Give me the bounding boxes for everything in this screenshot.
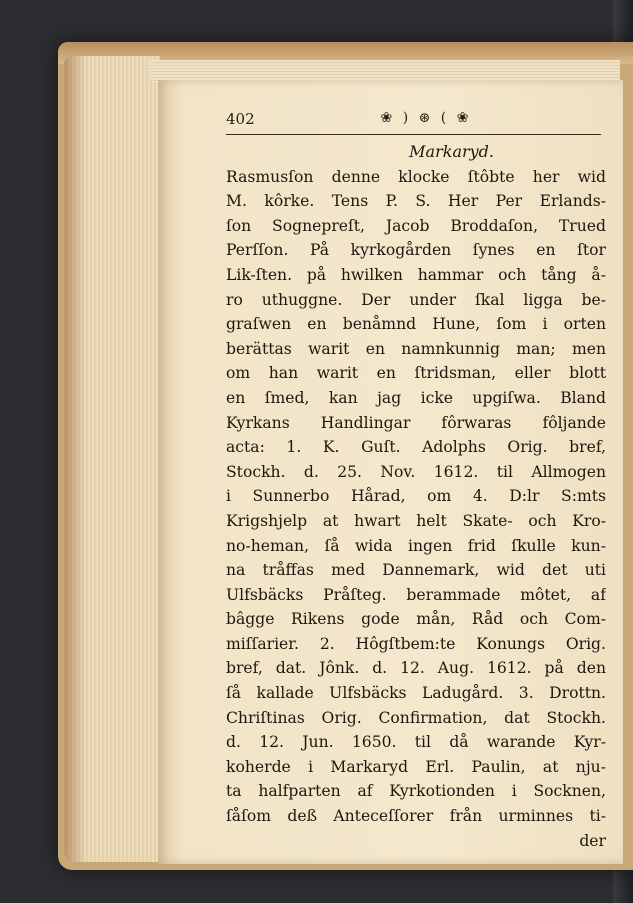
text-line: om han warit en ſtridsman, eller blott [226, 364, 606, 383]
text-line: Chriſtinas Orig. Confirmation, dat Stockh. [226, 708, 606, 727]
header-rule [226, 134, 601, 135]
text-line: koherde i Markaryd Erl. Paulin, at nju- [226, 757, 606, 776]
text-line: berättas warit en namnkunnig man; men [226, 339, 606, 358]
catchword: der [579, 831, 606, 850]
text-line: ta halfparten af Kyrkotionden i Socknen, [226, 782, 606, 801]
text-line: d. 12. Jun. 1650. til då warande Kyr- [226, 733, 606, 752]
header-ornament: ❀ ) ⊛ ( ❀ [380, 110, 472, 126]
page-stack-top [150, 60, 620, 82]
text-line: na tråffas med Dannemark, wid det uti [226, 561, 606, 580]
text-line: bâgge Rikens gode mån, Råd och Com- [226, 610, 606, 629]
text-line: bref, dat. Jônk. d. 12. Aug. 1612. på den [226, 659, 606, 678]
text-line: Kyrkans Handlingar fôrwaras fôljande [226, 413, 606, 432]
text-line: Perſſon. På kyrkogården ſynes en ſtor [226, 241, 606, 260]
text-line: acta: 1. K. Guſt. Adolphs Orig. bref, [226, 438, 606, 457]
page-header [226, 110, 604, 134]
page-number: 402 [226, 110, 255, 128]
section-title: Markaryd. [409, 142, 494, 161]
text-line: miſſarier. 2. Hôgſtbem:te Konungs Orig. [226, 634, 606, 653]
text-line: en ſmed, kan jag icke upgiſwa. Bland [226, 388, 606, 407]
text-line: Stockh. d. 25. Nov. 1612. til Allmogen [226, 462, 606, 481]
text-line: i Sunnerbo Hårad, om 4. D:lr S:mts [226, 487, 606, 506]
text-line: Krigshjelp at hwart helt Skate- och Kro- [226, 511, 606, 530]
text-line: no-heman, ſå wida ingen frid ſkulle kun- [226, 536, 606, 555]
text-line: graſwen en benåmnd Hune, ſom i orten [226, 315, 606, 334]
page-text [226, 140, 606, 853]
text-line: Lik-ſten. på hwilken hammar och tång å- [226, 265, 606, 284]
text-line: ro uthuggne. Der under ſkal ligga be- [226, 290, 606, 309]
text-line: ſåſom deß Anteceſſorer från urminnes ti- [226, 807, 606, 826]
text-line: Rasmusſon denne klocke ſtôbte her wid [226, 167, 606, 186]
text-line: Ulfsbäcks Pråſteg. berammade môtet, af [226, 585, 606, 604]
text-line: ſå kallade Ulfsbäcks Ladugård. 3. Drottn. [226, 684, 606, 703]
page-edge-shadow [64, 56, 86, 862]
text-line: M. kôrke. Tens P. S. Her Per Erlands- [226, 192, 606, 211]
text-line: ſon Sognepreſt, Jacob Broddaſon, Trued [226, 216, 606, 235]
